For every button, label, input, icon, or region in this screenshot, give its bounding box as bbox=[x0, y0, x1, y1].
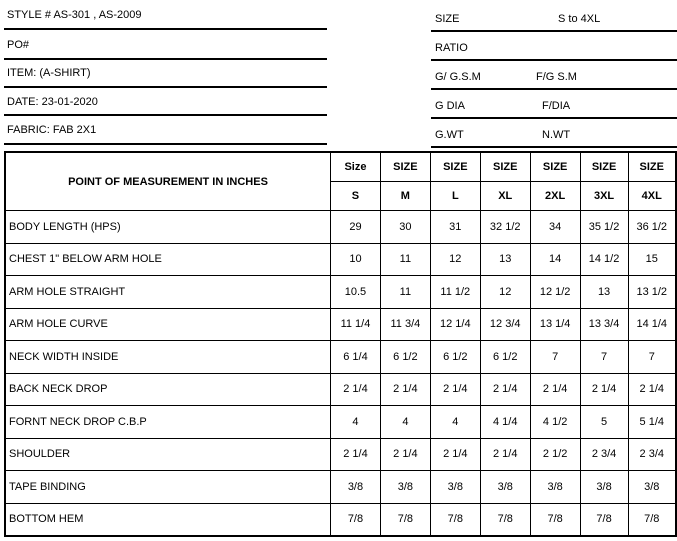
gdia-label: G DIA bbox=[435, 100, 465, 112]
measurement-value: 13 1/2 bbox=[628, 276, 676, 309]
measurement-value: 6 1/2 bbox=[430, 341, 480, 374]
measurement-label: CHEST 1" BELOW ARM HOLE bbox=[5, 243, 331, 276]
size-name: M bbox=[380, 182, 430, 211]
measurement-value: 4 1/2 bbox=[530, 406, 580, 439]
measurement-value: 12 bbox=[480, 276, 530, 309]
size-name: 2XL bbox=[530, 182, 580, 211]
divider bbox=[431, 88, 677, 90]
measurement-value: 13 bbox=[580, 276, 628, 309]
measurement-value: 13 1/4 bbox=[530, 308, 580, 341]
size-name: L bbox=[430, 182, 480, 211]
size-name: XL bbox=[480, 182, 530, 211]
po-number: PO# bbox=[7, 39, 30, 51]
measurement-value: 3/8 bbox=[480, 471, 530, 504]
measurement-value: 35 1/2 bbox=[580, 211, 628, 244]
divider bbox=[4, 114, 327, 116]
measurement-value: 12 bbox=[430, 243, 480, 276]
size-header: SIZE bbox=[580, 152, 628, 182]
divider bbox=[431, 146, 677, 148]
measurement-value: 11 3/4 bbox=[380, 308, 430, 341]
measurement-value: 2 1/4 bbox=[430, 373, 480, 406]
measurement-value: 10 bbox=[331, 243, 381, 276]
measurement-value: 2 1/4 bbox=[380, 438, 430, 471]
measurement-value: 32 1/2 bbox=[480, 211, 530, 244]
ratio-label: RATIO bbox=[435, 42, 468, 54]
measurement-value: 12 3/4 bbox=[480, 308, 530, 341]
measurement-value: 4 bbox=[430, 406, 480, 439]
measurement-value: 4 bbox=[380, 406, 430, 439]
measurement-value: 15 bbox=[628, 243, 676, 276]
measurement-value: 12 1/2 bbox=[530, 276, 580, 309]
measurement-value: 11 bbox=[380, 276, 430, 309]
measurement-value: 36 1/2 bbox=[628, 211, 676, 244]
measurement-label: BACK NECK DROP bbox=[5, 373, 331, 406]
measurement-value: 3/8 bbox=[331, 471, 381, 504]
table-row bbox=[5, 503, 676, 536]
measurement-value: 2 1/4 bbox=[480, 438, 530, 471]
table-row bbox=[5, 211, 676, 244]
measurement-value: 34 bbox=[530, 211, 580, 244]
size-header: SIZE bbox=[380, 152, 430, 182]
size-label: SIZE bbox=[435, 13, 460, 25]
measurement-value: 3/8 bbox=[580, 471, 628, 504]
measurement-value: 10.5 bbox=[331, 276, 381, 309]
size-header: Size bbox=[331, 152, 381, 182]
table-row bbox=[5, 341, 676, 374]
fabric: FABRIC: FAB 2X1 bbox=[7, 124, 97, 136]
table-row bbox=[5, 406, 676, 439]
table-row bbox=[5, 373, 676, 406]
measurement-value: 11 1/2 bbox=[430, 276, 480, 309]
divider bbox=[431, 117, 677, 119]
measurement-label: BODY LENGTH (HPS) bbox=[5, 211, 331, 244]
table-row bbox=[5, 308, 676, 341]
measurement-value: 3/8 bbox=[430, 471, 480, 504]
divider bbox=[4, 86, 327, 88]
measurement-value: 6 1/2 bbox=[380, 341, 430, 374]
measurement-label: NECK WIDTH INSIDE bbox=[5, 341, 331, 374]
nwt-label: N.WT bbox=[542, 129, 571, 141]
fdia-label: F/DIA bbox=[542, 100, 571, 112]
measurement-value: 2 1/4 bbox=[380, 373, 430, 406]
measurement-value: 14 1/2 bbox=[580, 243, 628, 276]
measurement-value: 7 bbox=[530, 341, 580, 374]
measurement-value: 2 1/4 bbox=[331, 373, 381, 406]
measurement-value: 29 bbox=[331, 211, 381, 244]
measurement-label: BOTTOM HEM bbox=[5, 503, 331, 536]
measurement-value: 3/8 bbox=[530, 471, 580, 504]
measurement-value: 2 1/4 bbox=[580, 373, 628, 406]
measurement-value: 2 1/2 bbox=[530, 438, 580, 471]
table-row bbox=[5, 471, 676, 504]
measurement-value: 2 3/4 bbox=[628, 438, 676, 471]
measurement-value: 2 1/4 bbox=[480, 373, 530, 406]
date: DATE: 23-01-2020 bbox=[7, 96, 98, 108]
gwt-label: G.WT bbox=[435, 129, 464, 141]
measurement-value: 3/8 bbox=[628, 471, 676, 504]
measurement-value: 11 1/4 bbox=[331, 308, 381, 341]
measurement-value: 11 bbox=[380, 243, 430, 276]
measurement-value: 6 1/4 bbox=[331, 341, 381, 374]
table-row bbox=[5, 276, 676, 309]
measurement-value: 7/8 bbox=[530, 503, 580, 536]
divider bbox=[4, 58, 327, 60]
size-name: S bbox=[331, 182, 381, 211]
measurement-value: 3/8 bbox=[380, 471, 430, 504]
divider bbox=[431, 59, 677, 61]
table-row bbox=[5, 438, 676, 471]
measurement-value: 7/8 bbox=[628, 503, 676, 536]
measurement-label: ARM HOLE CURVE bbox=[5, 308, 331, 341]
measurement-value: 4 bbox=[331, 406, 381, 439]
size-header: SIZE bbox=[530, 152, 580, 182]
measurement-value: 14 1/4 bbox=[628, 308, 676, 341]
measurement-value: 4 1/4 bbox=[480, 406, 530, 439]
size-header: SIZE bbox=[430, 152, 480, 182]
measurement-value: 7/8 bbox=[430, 503, 480, 536]
measurement-value: 7/8 bbox=[380, 503, 430, 536]
measurement-table bbox=[4, 151, 677, 537]
measurement-value: 2 1/4 bbox=[628, 373, 676, 406]
measurement-value: 2 1/4 bbox=[331, 438, 381, 471]
size-name: 4XL bbox=[628, 182, 676, 211]
measurement-value: 2 1/4 bbox=[430, 438, 480, 471]
measurement-value: 5 bbox=[580, 406, 628, 439]
measurement-label: TAPE BINDING bbox=[5, 471, 331, 504]
divider bbox=[4, 28, 327, 30]
size-name: 3XL bbox=[580, 182, 628, 211]
table-row bbox=[5, 243, 676, 276]
measurement-value: 12 1/4 bbox=[430, 308, 480, 341]
measurement-value: 7/8 bbox=[480, 503, 530, 536]
item-name: ITEM: (A-SHIRT) bbox=[7, 67, 91, 79]
size-header: SIZE bbox=[480, 152, 530, 182]
measurement-value: 7/8 bbox=[580, 503, 628, 536]
measurement-value: 2 3/4 bbox=[580, 438, 628, 471]
size-header: SIZE bbox=[628, 152, 676, 182]
gsm-label: G/ G.S.M bbox=[435, 71, 481, 83]
measurement-label: FORNT NECK DROP C.B.P bbox=[5, 406, 331, 439]
measurement-value: 5 1/4 bbox=[628, 406, 676, 439]
measurement-value: 7/8 bbox=[331, 503, 381, 536]
measurement-value: 30 bbox=[380, 211, 430, 244]
measurement-label: SHOULDER bbox=[5, 438, 331, 471]
measurement-value: 13 3/4 bbox=[580, 308, 628, 341]
fgsm-label: F/G S.M bbox=[536, 71, 577, 83]
style-number: STYLE # AS-301 , AS-2009 bbox=[7, 9, 142, 21]
measurement-value: 7 bbox=[580, 341, 628, 374]
measurement-value: 13 bbox=[480, 243, 530, 276]
measurement-value: 7 bbox=[628, 341, 676, 374]
size-range-value: S to 4XL bbox=[558, 13, 601, 25]
pom-header: POINT OF MEASUREMENT IN INCHES bbox=[5, 152, 331, 211]
divider bbox=[4, 143, 327, 145]
measurement-value: 2 1/4 bbox=[530, 373, 580, 406]
measurement-value: 31 bbox=[430, 211, 480, 244]
measurement-value: 6 1/2 bbox=[480, 341, 530, 374]
measurement-value: 14 bbox=[530, 243, 580, 276]
measurement-label: ARM HOLE STRAIGHT bbox=[5, 276, 331, 309]
table-header-row bbox=[5, 152, 676, 182]
divider bbox=[431, 30, 677, 32]
